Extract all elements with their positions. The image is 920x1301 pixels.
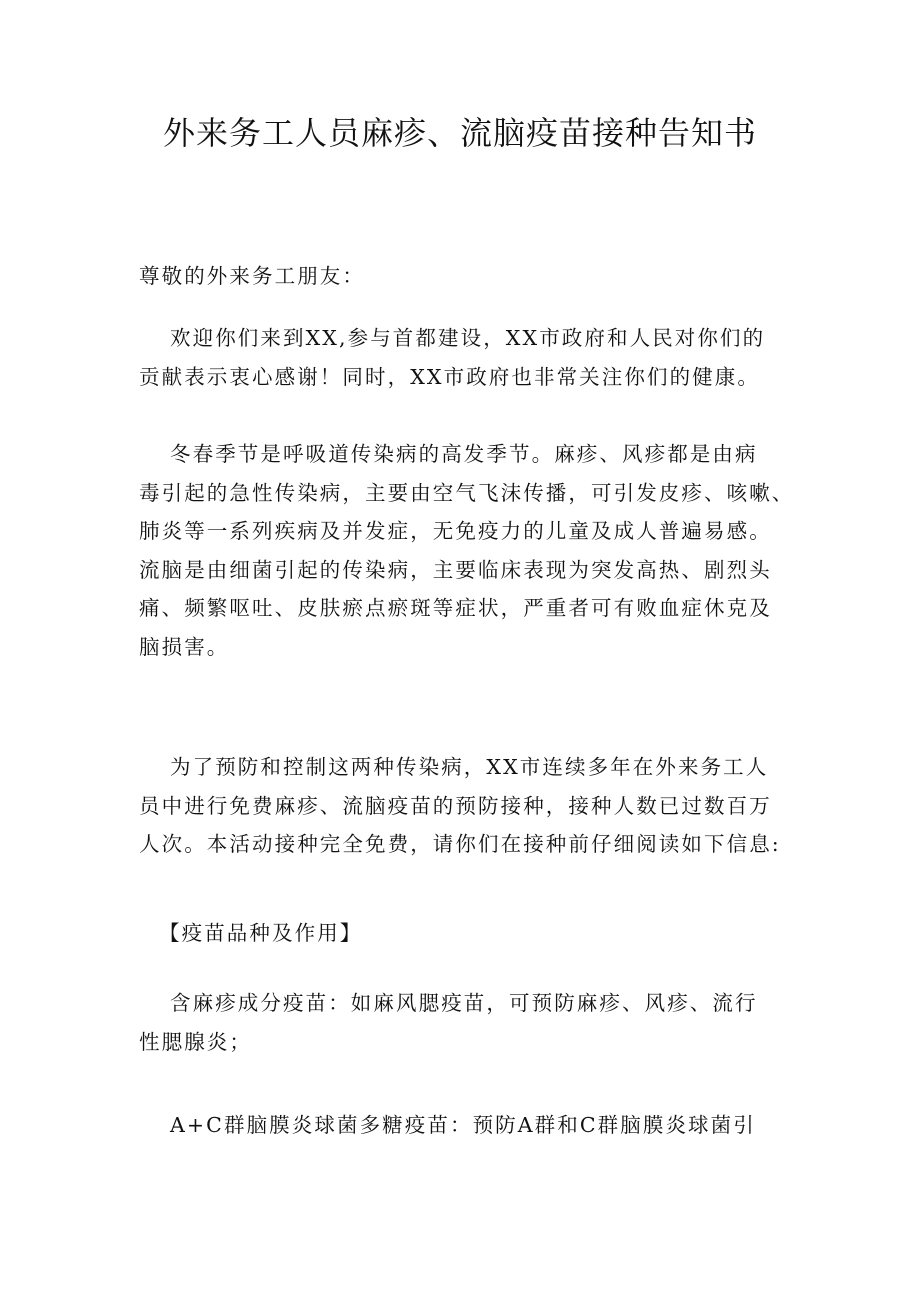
text-line: 脑损害。: [139, 634, 230, 659]
text-line: 冬春季节是呼吸道传染病的高发季节。麻疹、风疹都是由病: [170, 442, 758, 466]
section-heading: [139, 914, 785, 953]
text-line: 痛、频繁呕吐、皮肤瘀点瘀斑等症状，严重者可有败血症休克及: [139, 596, 772, 620]
greeting-text: 尊敬的外来务工朋友：: [139, 264, 365, 288]
text-line: 为了预防和控制这两种传染病，XX市连续多年在外来务工人: [170, 755, 769, 779]
text-line: 欢迎你们来到XX,参与首都建设，XX市政府和人民对你们的: [170, 326, 766, 350]
paragraph-welcome: [139, 319, 785, 396]
paragraph-vaccination-program: [139, 748, 785, 864]
text-line: 人次。本活动接种完全免费，请你们在接种前仔细阅读如下信息:: [139, 832, 781, 856]
text-line: 肺炎等一系列疾病及并发症，无免疫力的儿童及成人普遍易感。: [139, 519, 772, 543]
document-title: 外来务工人员麻疹、流脑疫苗接种告知书: [162, 114, 757, 152]
section-heading-text: 【疫苗品种及作用】: [159, 921, 363, 945]
text-line: A+C群脑膜炎球菌多糖疫苗：预防A群和C群脑膜炎球菌引: [170, 1113, 756, 1137]
text-line: 性腮腺炎；: [139, 1029, 252, 1054]
vaccine-item-mmr: [139, 984, 785, 1061]
paragraph-disease-info: [139, 435, 795, 666]
text-line: 毒引起的急性传染病，主要由空气飞沫传播，可引发皮疹、咳嗽、: [139, 480, 795, 505]
text-line: 流脑是由细菌引起的传染病，主要临床表现为突发高热、剧烈头: [139, 557, 772, 582]
vaccine-item-meningococcal: [139, 1106, 785, 1145]
text-line: 贡献表示衷心感谢！同时，XX市政府也非常关注你们的健康。: [139, 364, 760, 389]
text-line: 含麻疹成分疫苗：如麻风腮疫苗，可预防麻疹、风疹、流行: [170, 991, 758, 1015]
text-line: 员中进行免费麻疹、流脑疫苗的预防接种，接种人数已过数百万: [139, 793, 772, 818]
greeting: [139, 257, 785, 296]
